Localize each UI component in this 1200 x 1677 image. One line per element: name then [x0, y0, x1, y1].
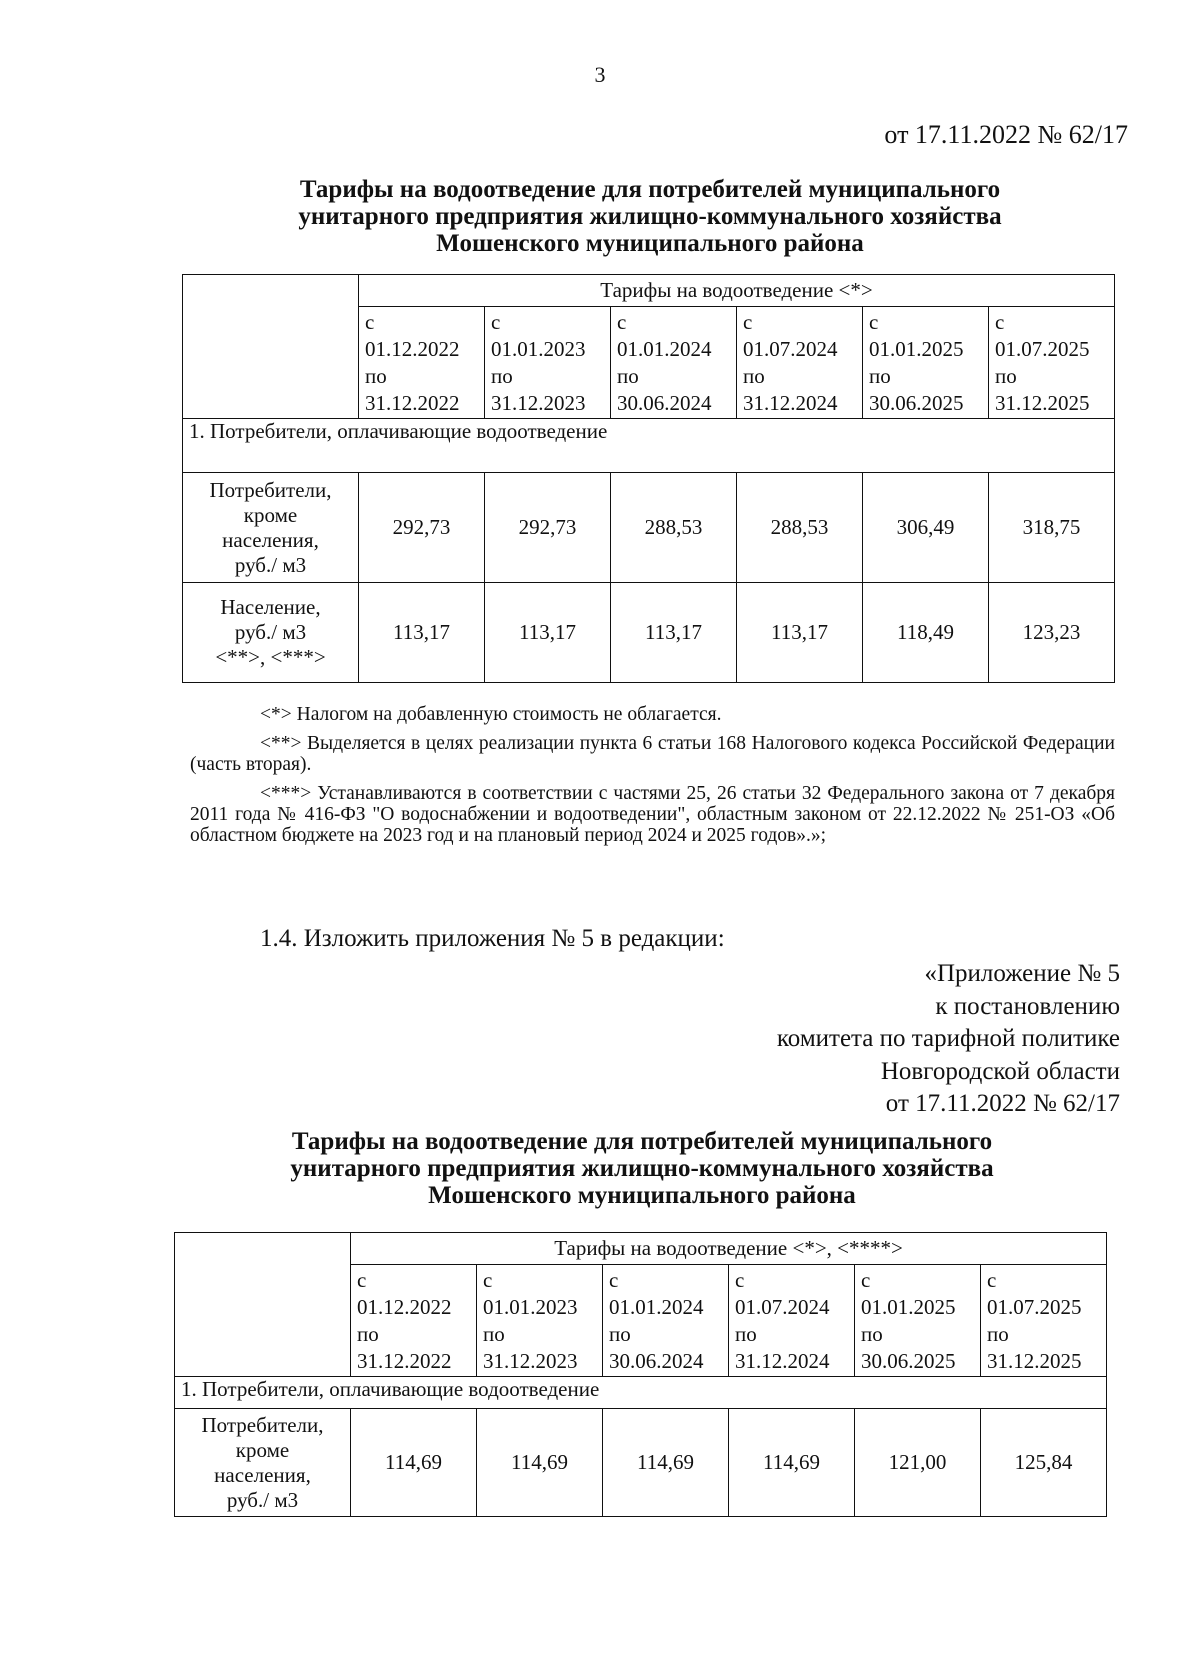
period-cell: с 01.01.2023 по 31.12.2023: [477, 1265, 603, 1377]
period-cell: с 01.01.2024 по 30.06.2024: [611, 307, 737, 419]
title-line: Тарифы на водоотведение для потребителей муниципального: [291, 1128, 993, 1155]
period-cell: с 01.12.2022 по 31.12.2022: [359, 307, 485, 419]
period-cell: с 01.01.2025 по 30.06.2025: [855, 1265, 981, 1377]
period-cell: с 01.01.2023 по 31.12.2023: [485, 307, 611, 419]
row-label: Потребители, кроме населения, руб./ м3: [183, 473, 359, 583]
value-cell: 292,73: [485, 473, 611, 583]
value-cell: 113,17: [359, 583, 485, 683]
title-line: Тарифы на водоотведение для потребителей муниципального: [299, 176, 1001, 203]
period-cell: с 01.07.2024 по 31.12.2024: [729, 1265, 855, 1377]
title-line: унитарного предприятия жилищно-коммунального хозяйства: [290, 1155, 994, 1182]
table-header: Тарифы на водоотведение <*>: [359, 275, 1115, 307]
table-row: [183, 583, 1115, 683]
appendix-line: «Приложение № 5: [924, 960, 1120, 987]
value-cell: 113,17: [737, 583, 863, 683]
period-cell: с 01.07.2025 по 31.12.2025: [981, 1265, 1107, 1377]
row-label: Население, руб./ м3 <**>, <***>: [183, 583, 359, 683]
appendix-line: Новгородской области: [880, 1057, 1120, 1085]
title-line: Мошенского муниципального района: [428, 1182, 856, 1209]
row-label: Потребители, кроме населения, руб./ м3: [175, 1409, 351, 1517]
period-cell: с 01.01.2024 по 30.06.2024: [603, 1265, 729, 1377]
period-cell: с 01.12.2022 по 31.12.2022: [351, 1265, 477, 1377]
footnote: <*> Налогом на добавленную стоимость не облагается.: [260, 704, 722, 725]
value-cell: 114,69: [603, 1409, 729, 1517]
appendix-line: от 17.11.2022 № 62/17: [885, 1090, 1120, 1117]
tariff-table-1: [182, 274, 1115, 683]
section-label: 1. Потребители, оплачивающие водоотведение: [183, 419, 1115, 473]
point-1-4: 1.4. Изложить приложения № 5 в редакции:: [260, 925, 725, 952]
period-cell: с 01.07.2025 по 31.12.2025: [989, 307, 1115, 419]
tariff-table-2: [174, 1232, 1107, 1517]
value-cell: 121,00: [855, 1409, 981, 1517]
footnotes: [190, 704, 1115, 846]
footnote: <**> Выделяется в целях реализации пункта 6 статьи 168 Налогового кодекса Российской Федерации (часть вторая).: [190, 733, 1115, 775]
appendix-line: к постановлению: [935, 992, 1120, 1020]
period-cell: с 01.01.2025 по 30.06.2025: [863, 307, 989, 419]
value-cell: 113,17: [611, 583, 737, 683]
value-cell: 118,49: [863, 583, 989, 683]
value-cell: 123,23: [989, 583, 1115, 683]
title-line: Мошенского муниципального района: [436, 230, 864, 257]
appendix-heading: [777, 958, 1120, 1121]
table-header: Тарифы на водоотведение <*>, <****>: [351, 1233, 1107, 1265]
table-row: [183, 473, 1115, 583]
value-cell: 288,53: [611, 473, 737, 583]
value-cell: 113,17: [485, 583, 611, 683]
appendix-line: комитета по тарифной политике: [776, 1025, 1120, 1052]
period-cell: с 01.07.2024 по 31.12.2024: [737, 307, 863, 419]
value-cell: 114,69: [477, 1409, 603, 1517]
footnote: <***> Устанавливаются в соответствии с частями 25, 26 статьи 32 Федерального закона от 7 декабря 2011 года № 416-ФЗ "О водоснабжении и водоотведении", областным законом от 22.12.2022 № 251-ОЗ «Об областном бюджете на 2023 год и на плановый период 2024 и 2025 годов».»;: [190, 783, 1115, 846]
value-cell: 125,84: [981, 1409, 1107, 1517]
value-cell: 114,69: [729, 1409, 855, 1517]
section1-title: [170, 176, 1130, 257]
value-cell: 318,75: [989, 473, 1115, 583]
section-label: 1. Потребители, оплачивающие водоотведение: [175, 1377, 1107, 1409]
value-cell: 114,69: [351, 1409, 477, 1517]
value-cell: 288,53: [737, 473, 863, 583]
table-row: [175, 1409, 1107, 1517]
empty-corner-cell: [183, 275, 359, 419]
page-number: 3: [594, 62, 606, 87]
document-date: от 17.11.2022 № 62/17: [884, 120, 1128, 149]
section2-title: [162, 1128, 1122, 1209]
value-cell: 306,49: [863, 473, 989, 583]
value-cell: 292,73: [359, 473, 485, 583]
title-line: унитарного предприятия жилищно-коммунального хозяйства: [298, 203, 1002, 230]
empty-corner-cell: [175, 1233, 351, 1377]
